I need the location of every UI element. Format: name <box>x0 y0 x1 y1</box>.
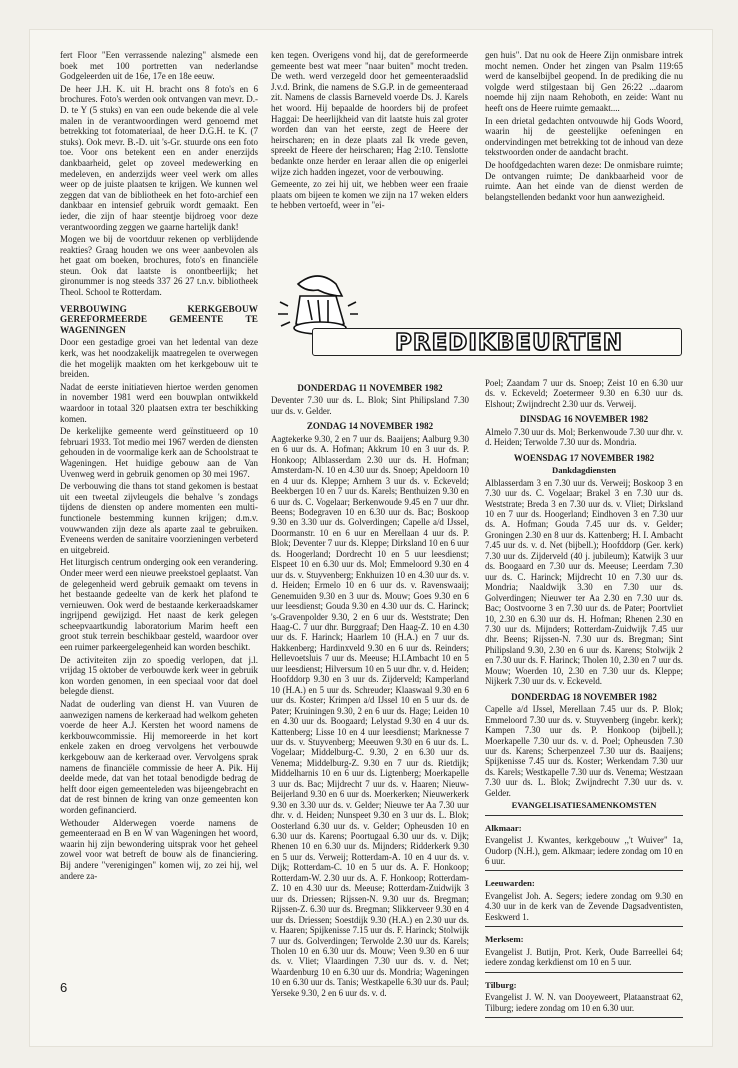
listing-text: Capelle a/d IJssel, Merellaan 7.45 uur ds. P. Blok; Emmeloord 7.30 uur ds. v. Stuyvenberg (ingebr. kerk); Kampen 7.30 uur ds. P. Honkoop (bijbell.); Moerkapelle 7.30 uur ds. v. d. Poel; Opheusden 7.30 uur ds. Karens; Scherpenzeel 7.30 uur ds. Baaijens; Spijkenisse 7.45 uur ds. Koster; Werkendam 7.30 uur ds. Karels; Westkapelle 7.30 uur ds. Venema; Westzaan 7.30 uur ds. L. Blok; Zwijndrecht 7.30 uur ds. v. Gelder. <box>485 704 683 798</box>
article-column-2 <box>271 50 468 213</box>
paragraph: De heer J.H. K. uit H. bracht ons 8 foto's en 6 brochures. Foto's werden ook ontvangen van mevr. D.-D. te Y (5 stuks) en van een oude bekende die al vele malen in de verantwoordingen werd genoemd met betrekking tot fotomateriaal, de heer D.G.H. te K. (7 stuks). Ook mevr. B.-D. uit 's-Gr. stuurde ons een foto toe. Voor ons betekent een en ander enerzijds dankbaarheid, gelet op zoveel medewerking en medeleven, en anderzijds weer veel werk om alles weer op de juiste plaatsen te krijgen. We kunnen wel zeggen dat van de bibliotheek en het foto-archief een dankbaar en intensief gebruik wordt gemaakt. Een ieder, die zijn of haar steentje bijdroeg voor deze verantwoording zeggen we gaarne hartelijk dank! <box>60 83 258 232</box>
paragraph: In een drietal gedachten ontvouwde hij Gods Woord, waarin hij de geestelijke oefeningen en ondervindingen met betrekking tot de inhoud van deze tekstwoorden onder de aandacht bracht. <box>485 115 683 158</box>
listings-column-2 <box>485 378 683 1022</box>
paragraph: De kerkelijke gemeente werd geïnstitueerd op 10 februari 1933. Tot medio mei 1967 werden de diensten gehouden in de voormalige kerk aan de Schoolstraat te Wageningen. Het huidige gebouw aan de Van Uvenweg werd in gebruik genomen op 30 mei 1967. <box>60 426 258 479</box>
paragraph: De hoofdgedachten waren deze: De onmisbare ruimte; De ontvangen ruimte; De dankbaarheid voor de ruimte. Aan het einde van de dienst werden de belangstellenden bedankt voor hun aanwezigheid. <box>485 159 683 202</box>
paragraph: De activiteiten zijn zo spoedig verlopen, dat j.l. vrijdag 15 oktober de verbouwde kerk weer in gebruik kon worden genomen, in een speciaal voor dat doel belegde dienst. <box>60 654 258 697</box>
place-name: Alkmaar: <box>485 822 522 833</box>
listing-text: Alblasserdam 3 en 7.30 uur ds. Verweij; Boskoop 3 en 7.30 uur ds. C. Vogelaar; Brakel 3 en 7.30 uur ds. Weststrate; Breda 3 en 7.30 uur ds. v. Vliet; Dirksland 10 en 7 uur ds. Hoogerland; Eindhoven 3 en 7.30 uur ds. A. Hofman; Gouda 7.45 uur ds. v. Gelder; Groningen 2.30 en 8 uur ds. Kattenberg; H. I. Ambacht 7.45 uur ds. v. d. Net (bijbell.); Hoofddorp (Ger. kerk) 7.30 uur ds. Zijderveld (40 j. jubileum); Katwijk 3 uur ds. Boogaard en 7.30 uur ds. Meeuse; Leerdam 7.30 uur ds. C. Harinck; Mijdrecht 10 en 7.30 uur ds. Mondria; Naaldwijk 3.30 en 7.30 uur ds. Golverdingen; Nieuwer ter Aa 2.30 en 7.30 uur ds. Bac; Oostvoorne 3 en 7.30 uur ds. de Pater; Poortvliet 10, 2.30 en 6.30 uur ds. H. Hofman; Rhenen 2.30 en 7.30 uur ds. Mijnders; Rotterdam-Zuidwijk 7.45 uur dhr. Beens; Rijssen-N. 7.30 uur ds. Bregman; Sint Philipsland 9.30, 2.30 en 6 uur ds. Karens; Stolwijk 2 en 7.30 uur ds. F. Harinck; Tholen 10, 2.30 en 7 uur ds. Mouw; Woerden 10, 2.30 en 7.30 uur ds. Kleppe; Nijkerk 7.30 uur ds. v. Eckeveld. <box>485 477 683 687</box>
listing-text: Deventer 7.30 uur ds. L. Blok; Sint Philipsland 7.30 uur ds. v. Gelder. <box>271 395 469 416</box>
paragraph: ken tegen. Overigens vond hij, dat de gereformeerde gemeente best wat meer "naar buiten" mocht treden. De weth. werd verzegeld door het gemeenteraadslid J.v.d. Brink, die namens de S.G.P. in de gemeenteraad zit. Namens de classis Barneveld voerde Ds. J. Karels het woord. Hij bepaalde de hoorders bij de profeet Haggai: De heerlijkheid van dit laatste huis zal groter worden dan van het eerste, zegt de Heere der heirscharen; en in deze plaats zal Ik vrede geven, spreekt de Heere der heirscharen; Hag 2:10. Tenslotte bedankte onze herder en leraar allen die op enigerlei wijze zich hadden ingezet, voor de verbouwing. <box>271 50 468 177</box>
paragraph: De verbouwing die thans tot stand gekomen is bestaat uit een tweetal zijvleugels die behalve 's zondags tijdens de diensten op andere momenten een multi-functionele bestemming kunnen krijgen; d.m.v. vouwwanden zijn deze als aparte zaal te gebruiken. Eveneens werden de sanitaire voorzieningen verbeterd en uitgebreid. <box>60 481 258 555</box>
day-heading: DONDERDAG 11 NOVEMBER 1982 <box>297 383 443 393</box>
banner-title: PREDIKBEURTEN <box>395 330 623 356</box>
place-text: Evangelist Joh. A. Segers; iedere zondag om 9.30 en 4.30 uur in de kerk van de Zevende Dagsadventisten, Eeskwerd 1. <box>485 890 683 922</box>
paragraph: fert Floor "Een verrassende nalezing" alsmede een boek met 100 portretten van nederlandse Godgeleerden uit de 16e, 17e en 18e eeuw. <box>60 50 258 82</box>
paragraph: Mogen we bij de voortduur rekenen op verblijdende reakties? Graag houden we ons weer aanbevolen als het gaat om boeken, brochures, foto's en financiële steun. Ook dat laatste is onontbeerlijk; het gironummer is nog steeds 337 26 27 t.n.v. bibliotheek Theol. School te Rotterdam. <box>60 234 258 298</box>
day-subheading: Dankdagdiensten <box>552 465 616 476</box>
article-column-3 <box>485 50 683 204</box>
place-text: Evangelist J. W. N. van Dooyeweert, Plataanstraat 62, Tilburg; iedere zondag om 10 en 6.30 uur. <box>485 992 683 1013</box>
listing-text: Poel; Zaandam 7 uur ds. Snoep; Zeist 10 en 6.30 uur ds. v. Eckeveld; Zoetermeer 9.30 en 6.30 uur ds. Elshout; Zwijndrecht 2.30 uur ds. Verweij. <box>485 378 683 409</box>
evangelisation-heading: EVANGELISATIESAMENKOMSTEN <box>511 800 657 811</box>
article-heading: VERBOUWING KERKGEBOUW GEREFORMEERDE GEMEENTE TE WAGENINGEN <box>60 303 258 335</box>
place-name: Tilburg: <box>485 979 517 990</box>
day-heading: ZONDAG 14 NOVEMBER 1982 <box>306 421 434 432</box>
day-heading: WOENSDAG 17 NOVEMBER 1982 <box>513 452 655 463</box>
divider <box>485 1017 683 1018</box>
divider <box>485 870 683 871</box>
paragraph: gen huis". Dat nu ook de Heere Zijn onmisbare intrek mocht nemen. Onder het zingen van Psalm 119:65 werd de kanselbijbel geopend. In de prediking die nu volgde werd stilgestaan bij Gen 26:22 ...daarom noemde hij zijn naam Rehoboth, en zeide: Want nu heeft ons de Heere ruimte gemaakt.... <box>485 50 683 113</box>
paragraph: Nadat de ouderling van dienst H. van Vuuren de aanwezigen namens de kerkeraad had welkom geheten voerde de heer A.J. Kersten het woord namens de kerkbouwcommissie. Hij memoreerde in het kort enkele zaken en droeg vervolgens het verbouwde kerkgebouw aan de kerkeraad over. Vervolgens sprak namens de financiële commissie de heer A. Pik. Hij deelde mede, dat van het totaal benodigde bedrag de helft door eigen gemeenteleden was bijeengebracht en dat de rest binnen de kring van onze gemeenten kon worden gefinancierd. <box>60 699 258 815</box>
day-heading: DONDERDAG 18 NOVEMBER 1982 <box>511 691 657 702</box>
divider <box>485 815 683 816</box>
place-text: Evangelist J. Kwantes, kerkgebouw ,,'t Wuiver" 1a, Oudorp (N.H.), gem. Alkmaar; iedere zondag om 10 en 6 uur. <box>485 835 683 867</box>
divider <box>485 926 683 927</box>
place-name: Merksem: <box>485 934 524 945</box>
paragraph: Het liturgisch centrum onderging ook een verandering. Onder meer werd een nieuwe preekstoel geplaatst. Van de gelegenheid werd gebruik gemaakt om tevens in het bestaande gedeelte van de kerk het plafond te vernieuwen. Ook werd de bestaande kerkeraadskamer ingrijpend gewijzigd. Het naast de kerk gelegen scheepvaartkundig laboratorium Marim heeft een groot stuk terrein beschikbaar gesteld, waardoor over een ruimer parkeergelegenheid kan worden beschikt. <box>60 557 258 653</box>
paragraph: Nadat de eerste initiatieven hiertoe werden genomen in november 1981 werd een bouwplan ontwikkeld waardoor in totaal 320 plaatsen extra ter beschikking komen. <box>60 381 258 424</box>
page-number: 6 <box>60 980 68 995</box>
place-text: Evangelist J. Butijn, Prot. Kerk, Oude Barreellei 64; iedere zondag kerkdienst om 10 en 5 uur. <box>485 946 683 968</box>
divider <box>485 972 683 973</box>
place-name: Leeuwarden: <box>485 878 535 889</box>
day-heading: DINSDAG 16 NOVEMBER 1982 <box>519 414 649 425</box>
paragraph: Wethouder Alderwegen voerde namens de gemeenteraad en B en W van Wageningen het woord, waarin hij zijn bewondering uitsprak voor het geheel zowel voor wat betreft de bouw als de financiering. Bij andere "verenigingen" komen wij, zo zei hij, wel andere za- <box>60 817 258 881</box>
listings-column-1 <box>271 378 469 1000</box>
paragraph: Door een gestadige groei van het ledental van deze kerk, was het noodzakelijk maatregelen te overwegen die het mogelijk maakten om het kerkgebouw uit te breiden. <box>60 337 258 380</box>
listing-text: Aagtekerke 9.30, 2 en 7 uur ds. Baaijens; Aalburg 9.30 en 6 uur ds. A. Hofman; Akkrum 10 en 3 uur ds. P. Honkoop; Alblasserdam 2.30 uur ds. H. Hofman; Amsterdam-N. 10 en 4.30 uur ds. Snoep; Apeldoorn 10 en 4 uur ds. Kleppe; Arnhem 3 uur ds. v. Eckeveld; Beekbergen 10 en 7 uur ds. Karels; Benthuizen 9.30 en 6 uur ds. C. Vogelaar; Berkenwoude 9.45 en 7 uur dhr. Beens; Bodegraven 10 en 6.30 uur ds. Bac; Boskoop 9.30 en 3.30 uur ds. Golverdingen; Capelle a/d IJssel, Doormanstr. 10 en 6 uur en Merellaan 4 uur ds. P. Blok; Deventer 7 uur ds. Kleppe; Dirksland 10 en 6 uur ds. Hoogerland; Dordrecht 10 en 5 uur leesdienst; Elspeet 10 en 6.30 uur ds. Mol; Emmeloord 9.30 en 4 uur ds. v. Stuyvenberg; Enkhuizen 10 en 4.30 uur ds. v. d. Heiden; Ermelo 10 en 6 uur ds. v. Ravenswaaij; Genemuiden 9.30 en 3 uur ds. Mouw; Goes 9.30 en 6 uur leesdienst; Gouda 9.30 en 4.30 uur ds. C. Harinck; 's-Gravenpolder 9.30, 2 en 6 uur ds. Weststrate; Den Haag-C. 7 uur dhr. Burggraaf; Den Haag-Z. 10 en 4.30 uur ds. F. Harinck; Haarlem 10 (H.A.) en 7 uur ds. Hakkenberg; Hardinxveld 9.30 en 6 uur ds. Reinders; Hellevoetsluis 7 uur ds. Meeuse; H.I.Ambacht 10 en 5 uur leesdienst; Hilversum 10 en 5 uur dhr. v. d. Heiden; Hoofddorp 9.30 en 3 uur ds. Zijderveld; Kamperland 10 (H.A.) en 5 uur ds. Schreuder; Klaaswaal 9.30 en 6 uur ds. Koster; Krimpen a/d IJssel 10 en 5 uur ds. de Pater; Kruiningen 9.30, 2 en 6 uur ds. Hage; Leiden 10 en 4.30 uur ds. Boogaard; Lelystad 9.30 en 4 uur ds. Kattenberg; Lisse 10 en 4 uur leesdienst; Marknesse 7 uur ds. v. Stuyvenberg; Meeuwen 9.30 en 6 uur ds. L. Vogelaar; Middelburg-C. 9.30, 2 en 6.30 uur ds. Venema; Middelburg-Z. 9.30 en 7 uur ds. Rietdijk; Middelharnis 10 en 6 uur ds. Ligtenberg; Moerkapelle 3 uur ds. Bac; Mijdrecht 7 uur ds. v. Haaren; Nieuw-Beijerland 9.30 en 6 uur ds. Moerkerken; Nieuwerkerk 9.30 en 3.30 uur ds. v. Gelder; Nieuwe ter Aa 7.30 uur dhr. v. d. Heiden; Nunspeet 9.30 en 3 uur ds. L. Blok; Oosterland 6.30 uur ds. v. Gelder; Opheusden 10 en 6.30 uur ds. Karens; Poortugaal 6.30 uur ds. v. Dijk; Rhenen 10 en 6.30 uur ds. Mijnders; Ridderkerk 9.30 en 5 uur ds. Verweij; Rotterdam-A. 10 en 4 uur ds. v. Dijk; Rotterdam-C. 10 en 5 uur ds. A. F. Honkoop; Rotterdam-W. 2.30 uur ds. A. F. Honkoop; Rotterdam-Z. 10 en 4.30 uur ds. Meeuse; Rotterdam-Zuidwijk 3 uur ds. Driessen; Rijssen-N. 9.30 uur ds. Bregman; Rijssen-Z. 6.30 uur ds. Bregman; Slikkerveer 9.30 en 4 uur ds. Driessen; Soestdijk 9.30 (H.A.) en 2.30 uur ds. v. Haaren; Spijkenisse 7.15 uur ds. F. Harinck; Stolwijk 7 uur ds. Golverdingen; Terwolde 2.30 uur ds. Karels; Tholen 10 en 6.30 uur ds. Mouw; Veen 9.30 en 6 uur ds. v. Vliet; Vlaardingen 7.30 uur ds. v. d. Net; Waardenburg 10 en 6.30 uur ds. Mondria; Wageningen 10 en 6.30 uur ds. Tanis; Westkapelle 6.30 uur ds. Paul; Yerseke 9.30, 2 en 6 uur ds. v. d. <box>271 433 469 998</box>
paragraph: Gemeente, zo zei hij uit, we hebben weer een fraaie plaats om bijeen te komen we zijn na 17 weken elders te hebben vertoefd, weer in "ei- <box>271 179 468 211</box>
listing-text: Almelo 7.30 uur ds. Mol; Berkenwoude 7.30 uur dhr. v. d. Heiden; Terwolde 7.30 uur ds. Mondria. <box>485 426 683 448</box>
article-column-1 <box>60 50 258 883</box>
